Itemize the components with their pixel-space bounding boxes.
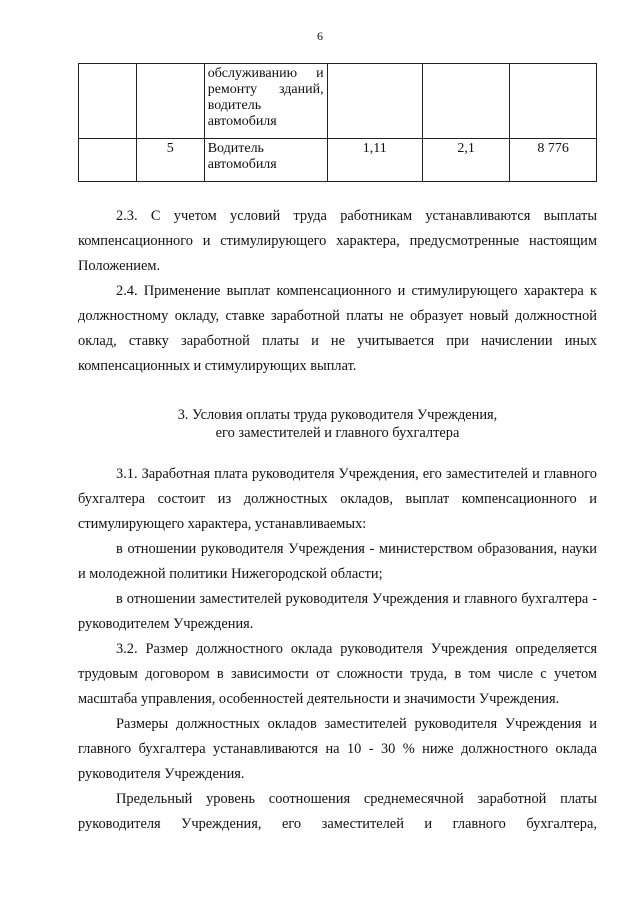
table-cell: обслуживанию и ремонту зданий, водитель автомобиля bbox=[204, 64, 327, 139]
table-cell: 8 776 bbox=[510, 139, 597, 182]
paragraph-2-4: 2.4. Применение выплат компенсационного и стимулирующего характера к должностному окладу, ставке заработной платы не образует новый должностной оклад, ставку заработной платы и не учитывается при начислении иных компенсационных и стимулирующих выплат. bbox=[78, 283, 597, 374]
table-cell bbox=[136, 64, 204, 139]
table-row bbox=[79, 64, 597, 139]
table-cell bbox=[422, 64, 509, 139]
table-row bbox=[79, 139, 597, 182]
table-cell: 1,11 bbox=[327, 139, 422, 182]
paragraph-head-of-institution: в отношении руководителя Учреждения - министерством образования, науки и молодежной политики Нижегородской области; bbox=[78, 541, 597, 582]
salary-table bbox=[78, 63, 597, 182]
table-cell bbox=[327, 64, 422, 139]
paragraph-deputy-salaries: Размеры должностных окладов заместителей руководителя Учреждения и главного бухгалтера устанавливаются на 10 - 30 % ниже должностного оклада руководителя Учреждения. bbox=[78, 716, 597, 782]
table-cell bbox=[510, 64, 597, 139]
document-body bbox=[78, 204, 597, 837]
table-cell: Водитель автомобиля bbox=[204, 139, 327, 182]
page-number: 6 bbox=[317, 29, 323, 43]
paragraph-3-2: 3.2. Размер должностного оклада руководителя Учреждения определяется трудовым договором в зависимости от сложности труда, в том числе с учетом масштаба управления, особенностей деятельности и значимости Учреждения. bbox=[78, 641, 597, 707]
table-cell: 5 bbox=[136, 139, 204, 182]
section-heading-line-1: 3. Условия оплаты труда руководителя Учреждения, bbox=[177, 407, 498, 423]
paragraph-3-1: 3.1. Заработная плата руководителя Учреждения, его заместителей и главного бухгалтера состоит из должностных окладов, выплат компенсационного и стимулирующего характера, устанавливаемых: bbox=[78, 466, 597, 532]
section-heading-line-2: его заместителей и главного бухгалтера bbox=[215, 425, 460, 441]
paragraph-2-3: 2.3. С учетом условий труда работникам устанавливаются выплаты компенсационного и стимулирующего характера, предусмотренные настоящим Положением. bbox=[78, 208, 597, 274]
section-heading bbox=[78, 406, 597, 442]
table-cell: 2,1 bbox=[422, 139, 509, 182]
paragraph-salary-ratio: Предельный уровень соотношения среднемесячной заработной платы руководителя Учреждения, его заместителей и главного бухгалтера, bbox=[78, 791, 597, 832]
table-cell bbox=[79, 139, 137, 182]
table-cell bbox=[79, 64, 137, 139]
paragraph-deputies: в отношении заместителей руководителя Учреждения и главного бухгалтера - руководителем Учреждения. bbox=[78, 591, 597, 632]
